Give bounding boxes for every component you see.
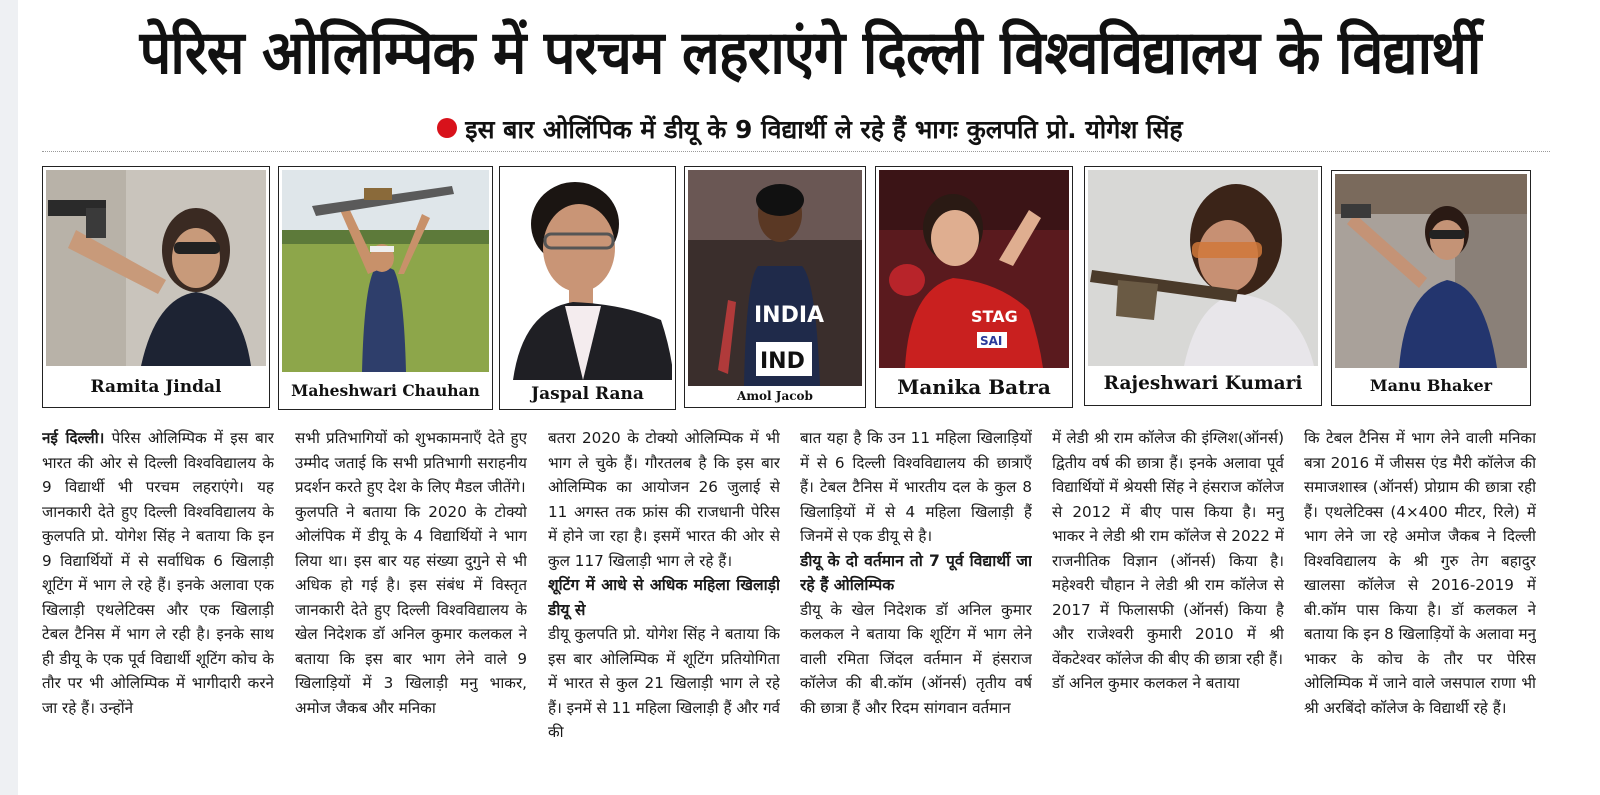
article-text: कि टेबल टैनिस में भाग लेने वाली मनिका बत्रा 2016 में जीसस एंड मैरी कॉलेज की समाजशास्त्र (ऑनर्स) प्रोग्राम की छात्रा रही हैं। एथलेटिक्स (4×400 मीटर, रिले) में भाग लेने जा रहे अमोज जैकब ने दिल्ली विश्वविद्यालय के श्री गुरु तेग बहादुर खालसा कॉलेज से 2016-2019 में बी.कॉम पास किया है। डॉ कलकल ने बताया कि इन 8 खिलाड़ियों के अलावा मनु भाकर के कोच के तौर पर पेरिस ओलिम्पिक में जाने वाले जसपाल राणा भी श्री अरबिंदो कॉलेज के विद्यार्थी रहे हैं। — [1304, 429, 1536, 717]
article-text: सभी प्रतिभागियों को शुभकामनाएँ देते हुए उम्मीद जताई कि सभी प्रतिभागी सराहनीय प्रदर्शन करते हुए देश के लिए मैडल जीतेंगे। — [295, 429, 527, 496]
article-text: कुलपति ने बताया कि 2020 के टोक्यो ओलंपिक में डीयू के 4 विद्यार्थियों ने भाग लिया था। इस बार यह संख्या दुगुने से भी अधिक हो गई है। इस संबंध में विस्तृत जानकारी देते हुए दिल्ली विश्वविद्यालय के खेल निदेशक डॉ अनिल कुमार कलकल ने बताया कि इस बार भाग लेने वाले 9 खिलाड़ियों में 3 खिलाड़ी मनु भाकर, अमोज जैकब और मनिका — [295, 502, 527, 717]
page-margin-strip — [0, 0, 18, 795]
article-column-6 — [1304, 426, 1536, 795]
amol-jacob-photo — [688, 170, 862, 386]
red-bullet-icon — [437, 118, 457, 138]
article-column-1 — [42, 426, 274, 795]
photo-caption: Manu Bhaker — [1369, 376, 1493, 395]
article-column-4 — [800, 426, 1032, 795]
photo-jaspal-rana — [499, 166, 676, 410]
dotted-divider — [42, 151, 1550, 152]
photo-maheshwari-chauhan — [278, 166, 493, 410]
article-text: पेरिस ओलिम्पिक में इस बार भारत की ओर से दिल्ली विश्वविद्यालय के 9 विद्यार्थी भी परचम लहराएंगे। यह जानकारी देते हुए दिल्ली विश्वविद्यालय के कुलपति प्रो. योगेश सिंह ने बताया कि इन 9 विद्यार्थियों में से सर्वाधिक 6 खिलाड़ी शूटिंग में भाग ले रहे हैं। इनके अलावा एक खिलाड़ी एथलेटिक्स और एक खिलाड़ी टेबल टैनिस में भाग ले रही है। इनके साथ ही डीयू के एक पूर्व विद्यार्थी शूटिंग कोच के तौर पर भी ओलिम्पिक में भागीदारी करने जा रहे हैं। उन्होंने — [42, 429, 274, 717]
article-column-3 — [548, 426, 780, 795]
photo-ramita-jindal — [42, 166, 270, 408]
ramita-jindal-photo — [46, 170, 266, 366]
manika-batra-photo — [879, 170, 1069, 368]
article-text: में लेडी श्री राम कॉलेज की इंग्लिश(ऑनर्स) द्वितीय वर्ष की छात्रा हैं। इनके अलावा पूर्व विद्यार्थियों में श्रेयसी सिंह ने हंसराज कॉलेज से 2012 में बीए पास किया है। मनु भाकर ने लेडी श्री राम कॉलेज से 2022 में राजनीतिक विज्ञान (ऑनर्स) किया है। महेश्वरी चौहान ने लेडी श्री राम कॉलेज से 2017 में फिलासफी (ऑनर्स) किया है और राजेश्वरी कुमारी 2010 में श्री वेंकटेश्वर कॉलेज की बीए की छात्रा रही हैं। — [1052, 429, 1284, 668]
photo-manu-bhaker — [1331, 170, 1531, 406]
svg-text:INDIA: INDIA — [754, 303, 825, 328]
article-text: डीयू के खेल निदेशक डॉ अनिल कुमार कलकल ने बताया कि शूटिंग में भाग लेने वाली रमिता जिंदल वर्तमान में हंसराज कॉलेज की बी.कॉम (ऑनर्स) तृतीय वर्ष की छात्रा हैं और रिदम सांगवान वर्तमान — [800, 600, 1032, 717]
rajeshwari-kumari-photo — [1088, 170, 1318, 366]
subheadline: इस बार ओलिंपिक में डीयू के 9 विद्यार्थी ले रहे हैं भागः कुलपति प्रो. योगेश सिंह — [465, 115, 1183, 144]
maheshwari-chauhan-photo — [282, 170, 489, 372]
article-text: डॉ अनिल कुमार कलकल ने बताया — [1052, 674, 1240, 692]
subheadline-row — [30, 110, 1590, 150]
article-text: बात यहा है कि उन 11 महिला खिलाड़ियों में से 6 दिल्ली विश्वविद्यालय की छात्राएँ हैं। टेबल टैनिस में भारतीय दल के कुल 8 खिलाड़ियों में से 4 महिला खिलाड़ी हैं जिनमें से एक डीयू से है। — [800, 429, 1032, 545]
article-subheading: शूटिंग में आधे से अधिक महिला खिलाड़ी डीयू से — [548, 576, 780, 619]
photo-caption: Ramita Jindal — [90, 377, 222, 397]
article-column-2 — [295, 426, 527, 795]
dateline: नई दिल्ली। — [42, 429, 105, 447]
svg-text:SAI: SAI — [980, 334, 1003, 348]
photo-caption: Rajeshwari Kumari — [1103, 373, 1303, 394]
photo-caption: Maheshwari Chauhan — [291, 381, 480, 400]
photo-caption: Manika Batra — [897, 375, 1051, 399]
photo-caption: Amol Jacob — [737, 389, 813, 403]
svg-text:IND: IND — [760, 349, 805, 374]
article-column-5 — [1052, 426, 1284, 795]
article-text: डीयू कुलपति प्रो. योगेश सिंह ने बताया कि इस बार ओलिम्पिक में शूटिंग प्रतियोगिता में भारत से कुल 21 खिलाड़ी भाग ले रहे हैं। इनमें से 11 महिला खिलाड़ी हैं और गर्व की — [548, 625, 780, 741]
jaspal-rana-photo — [503, 170, 672, 380]
headline: पेरिस ओलिम्पिक में परचम लहराएंगे दिल्ली विश्वविद्यालय के विद्यार्थी — [139, 18, 1481, 88]
photo-manika-batra — [875, 166, 1073, 408]
photo-amol-jacob — [684, 166, 866, 408]
article-text: बतरा 2020 के टोक्यो ओलिम्पिक में भी भाग ले चुके हैं। गौरतलब है कि इस बार ओलिम्पिक का आयोजन 26 जुलाई से 11 अगस्त तक फ्रांस की राजधानी पेरिस में होने जा रहा है। इसमें भारत की ओर से कुल 117 खिलाड़ी भाग ले रहे हैं। — [548, 429, 780, 570]
photo-caption: Jaspal Rana — [531, 384, 644, 404]
article-subheading: डीयू के दो वर्तमान तो 7 पूर्व विद्यार्थी जा रहे हैं ओलिम्पिक — [800, 551, 1032, 594]
manu-bhaker-photo — [1335, 174, 1527, 368]
svg-text:STAG: STAG — [971, 307, 1018, 326]
photo-rajeshwari-kumari — [1084, 166, 1322, 406]
